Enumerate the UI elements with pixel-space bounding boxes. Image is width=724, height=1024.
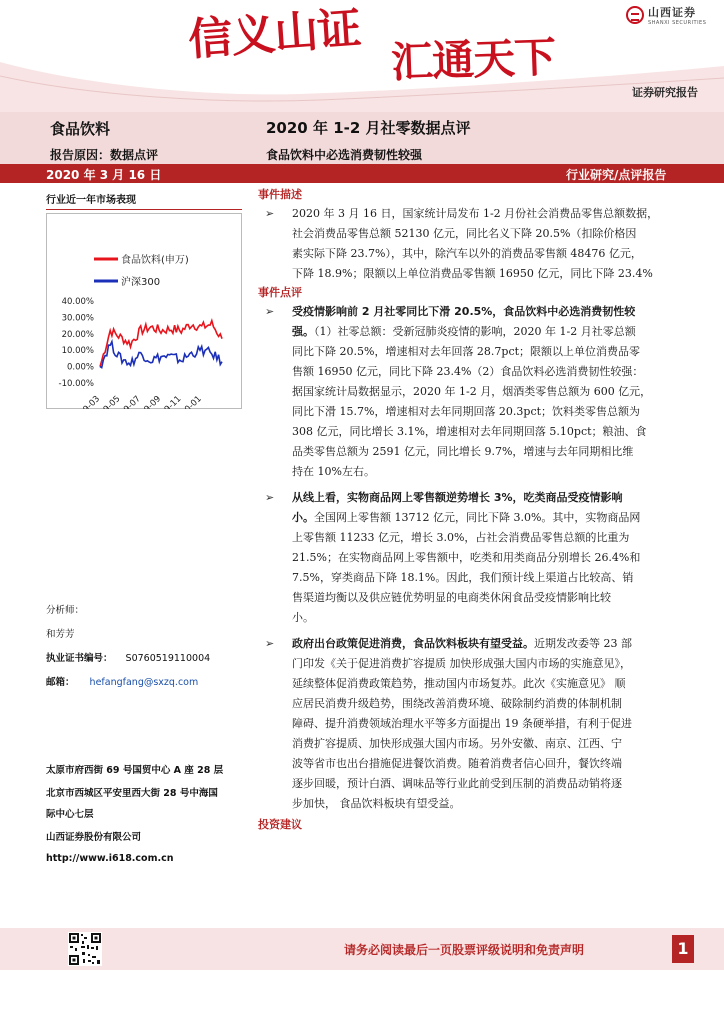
cert-row — [46, 650, 210, 664]
email-label: 邮箱： — [46, 677, 75, 688]
y-tick-label: 30.00% — [61, 313, 94, 324]
slogan-left: 信义山证 — [186, 2, 362, 66]
y-tick-label: 20.00% — [61, 329, 94, 340]
cert-value: S0760519110004 — [125, 653, 211, 664]
section-event-comment: 事件点评 — [258, 286, 302, 299]
x-tick-label: 19-11 — [158, 394, 184, 409]
sidebar — [46, 183, 242, 409]
report-reason: 报告原因：数据点评 — [50, 148, 159, 162]
title-band — [0, 112, 724, 168]
paragraph-policy: ➢ 政府出台政策促进消费，食品饮料板块有望受益。近期发改委等 23 部 门印发《关于促进消费扩容提质 加快形成强大国内市场的实施意见》， 延续整体促消费政策趋势，推动国内市场复苏。此次《实施意见》 顺 应居民消费升级趋势，围绕改善消费环境、破除制约消费的体制机制 障碍、提升消费领域治理水平等多方面提出 19 条硬举措，有利于促进 消费扩容提质、加快形成强大国内市场。另外安徽、南京、江西、宁 波等省市也出台措施促进餐饮消费。随着消费者信心回升，餐饮终端 逐步回暖，预计白酒、调味品等行业此前受到压制的消费品动销将逐 步加快， 食品饮料板块有望受益。 — [258, 634, 690, 814]
y-tick-label: 0.00% — [66, 362, 94, 373]
logo-name-en: SHANXI SECURITIES — [648, 20, 707, 26]
y-tick-label: 10.00% — [61, 346, 94, 357]
analyst-label: 分析师： — [46, 605, 85, 616]
market-performance-title: 行业近一年市场表现 — [46, 183, 242, 210]
arrow-bullet-icon: ➢ — [265, 207, 275, 220]
address-line-2: 北京市西城区平安里西大街 28 号中海国 — [46, 788, 218, 799]
y-tick-label: -10.00% — [58, 379, 94, 389]
analyst-name: 和芳芳 — [46, 629, 75, 640]
qr-code-icon — [68, 932, 102, 966]
arrow-bullet-icon: ➢ — [265, 491, 275, 504]
date-bar — [0, 164, 724, 183]
x-tick-label: 19-07 — [118, 394, 143, 409]
x-tick-label: 20-01 — [179, 394, 204, 409]
report-type: 行业研究/点评报告 — [566, 168, 667, 182]
arrow-bullet-icon: ➢ — [265, 305, 275, 318]
company-name: 山西证券股份有限公司 — [46, 832, 142, 843]
address-line-3: 际中心七层 — [46, 809, 94, 820]
company-logo — [626, 4, 706, 26]
paragraph-event-desc: ➢ 2020 年 3 月 16 日，国家统计局发布 1-2 月份社会消费品零售总额数据， 社会消费品零售总额 52130 亿元，同比名义下降 20.5%（扣除价格因 素实际下降 23.7%），其中，除汽车以外的消费品零售额 48476 亿元， 下降 18.9%；限额以上单位消费品零售额 16950 亿元，同比下降 23.4% — [258, 204, 690, 284]
x-tick-label: 19-09 — [138, 394, 164, 409]
address-line-1: 太原市府西街 69 号国贸中心 A 座 28 层 — [46, 765, 224, 776]
main-content — [258, 186, 690, 834]
logo-name-cn: 山西证券 — [648, 6, 696, 19]
industry-name: 食品饮料 — [50, 120, 111, 138]
x-tick-label: 19-03 — [77, 394, 103, 409]
email-link[interactable]: hefangfang@sxzq.com — [89, 677, 199, 688]
section-event-desc: 事件描述 — [258, 188, 302, 201]
slogan-right: 汇通天下 — [390, 32, 556, 87]
logo-mark-icon — [626, 6, 644, 24]
email-row — [46, 674, 198, 688]
legend-label: 沪深300 — [121, 277, 161, 288]
section-invest-advice: 投资建议 — [258, 818, 302, 831]
report-date: 2020 年 3 月 16 日 — [46, 168, 162, 182]
disclaimer-text: 请务必阅读最后一页股票评级说明和免责声明 — [344, 943, 585, 957]
arrow-bullet-icon: ➢ — [265, 637, 275, 650]
report-subtitle: 食品饮料中必选消费韧性较强 — [266, 148, 423, 162]
report-title: 2020 年 1-2 月社零数据点评 — [266, 119, 471, 137]
paragraph-retail-sales: ➢ 受疫情影响前 2 月社零同比下滑 20.5%，食品饮料中必选消费韧性较 强。（1）社零总额：受新冠肺炎疫情的影响，2020 年 1-2 月社零总额 同比下降 20.5%，增速相对去年回落 28.7pct；限额以上单位消费品零 售额 16950 亿元，同比下降 23.4%（2）食品饮料必选消费韧性较强： 据国家统计局数据显示，2020 年 1-2 月，烟酒类零售总额为 600 亿元， 同比下滑 15.7%，增速相对去年同期回落 20.3pct；饮料类零售总额为 308 亿元，同比增长 3.1%，增速相对去年同期回落 5.10pct；粮油、食 品类零售总额为 2591 亿元，同比增长 9.7%，增速与去年同期相比维 持在 10%左右。 — [258, 302, 690, 482]
website-link[interactable]: http://www.i618.com.cn — [46, 853, 174, 864]
x-tick-label: 19-05 — [97, 394, 123, 409]
legend-label: 食品饮料(申万) — [121, 255, 189, 266]
page-number: 1 — [672, 935, 694, 963]
report-category-tag: 证券研究报告 — [632, 86, 698, 99]
banner-decoration — [0, 0, 724, 112]
chart-svg — [46, 213, 242, 409]
header-banner — [0, 0, 724, 112]
market-performance-chart — [46, 213, 242, 409]
cert-label: 执业证书编号： — [46, 653, 113, 664]
y-tick-label: 40.00% — [61, 297, 94, 307]
paragraph-online-sales: ➢ 从线上看，实物商品网上零售额逆势增长 3%，吃类商品受疫情影响 小。全国网上零售额 13712 亿元，同比下降 3.0%。其中，实物商品网 上零售额 11233 亿元，增长 3.0%，占社会消费品零售总额的比重为 21.5%；在实物商品网上零售额中，吃类和用类商品分别增长 26.4%和 7.5%，穿类商品下降 18.1%。因此，我们预计线上渠道占比较高、销 售渠道均衡以及供应链优势明显的电商类休闲食品受疫情影响比较 小。 — [258, 488, 690, 628]
